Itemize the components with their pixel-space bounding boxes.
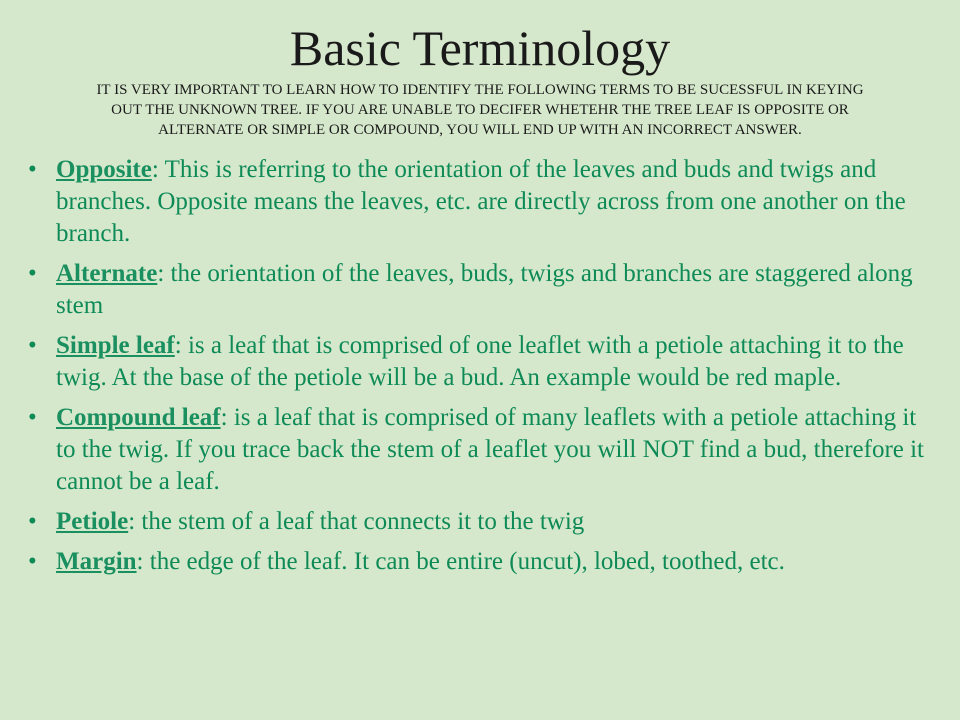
list-item-simple-leaf [26,330,926,394]
list-item-petiole [26,506,926,538]
term-definition: : the stem of a leaf that connects it to the twig [128,508,585,535]
term-label: Margin [56,548,137,575]
bullet: • [28,332,37,359]
list-item-alternate [26,258,926,322]
term-label: Simple leaf [56,332,175,359]
bullet: • [28,404,37,431]
term-label: Compound leaf [56,404,221,431]
list-item-margin [26,546,926,578]
term-label: Petiole [56,508,129,535]
term-definition: : is a leaf that is comprised of many leaflets with a petiole attaching it to the twig. If you trace back the stem of a leaflet you will NOT find a bud, therefore it cannot be a leaf. [56,404,925,495]
term-label: Opposite [56,156,152,183]
list-item-compound-leaf [26,402,926,498]
term-definition: : is a leaf that is comprised of one leaflet with a petiole attaching it to the twig. At the base of the petiole will be a bud. An example would be red maple. [56,332,904,391]
slide-subtitle: IT IS VERY IMPORTANT TO LEARN HOW TO IDENTIFY THE FOLLOWING TERMS TO BE SUCESSFUL IN KEYING OUT THE UNKNOWN TREE. IF YOU ARE UNABLE TO DECIFER WHETEHR THE TREE LEAF IS OPPOSITE OR ALTERNATE OR SIMPLE OR COMPOUND, YOU WILL END UP WITH AN INCORRECT ANSWER. [96,82,864,138]
slide-title: Basic Terminology [289,20,671,76]
term-definition: : the orientation of the leaves, buds, twigs and branches are staggered along stem [56,260,913,319]
bullet: • [28,260,37,287]
term-definition: : the edge of the leaf. It can be entire (uncut), lobed, toothed, etc. [136,548,785,575]
terms-list [0,154,960,578]
term-label: Alternate [56,260,158,287]
bullet: • [28,156,37,183]
term-definition: : This is referring to the orientation of the leaves and buds and twigs and branches. Opposite means the leaves, etc. are directly across from one another on the branch. [56,156,906,247]
bullet: • [28,508,37,535]
list-item-opposite [26,154,926,250]
bullet: • [28,548,37,575]
